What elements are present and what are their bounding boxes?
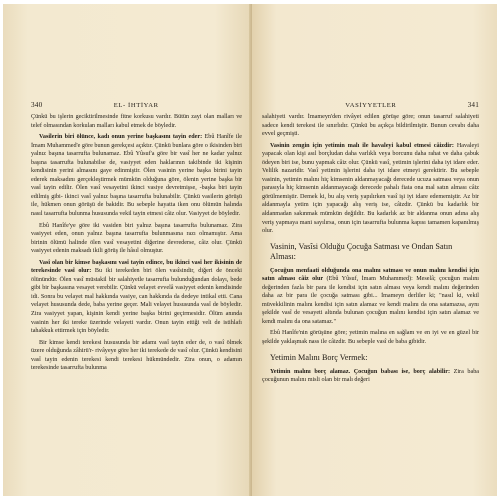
running-head: VASİYYETLER bbox=[345, 102, 397, 109]
right-page-body bbox=[262, 267, 479, 347]
open-book bbox=[3, 4, 497, 496]
paragraph bbox=[31, 133, 242, 218]
paragraph bbox=[31, 113, 242, 130]
bold-lead: Vasilerin biri ölünce, kadı onun yerine başkasını tayin eder: bbox=[39, 134, 203, 141]
paragraph-text: Ebû Hanîfe'nin görüşüne göre; yetimin malına en sağlam ve en iyi ve en güzel bir şekilde yaklaşmak nass ile câizdir. Bu sebeple vasî de baba gibidir. bbox=[262, 330, 479, 346]
paragraph bbox=[262, 267, 479, 327]
paragraph-text: Zira baba çocuğunun malını misli olan bir malı değeri bbox=[262, 368, 479, 384]
right-page-header bbox=[262, 101, 479, 109]
paragraph bbox=[262, 113, 479, 139]
section-heading: Yetimin Malını Borç Vermek: bbox=[270, 352, 368, 362]
left-page-body bbox=[31, 113, 242, 373]
left-page bbox=[3, 4, 252, 496]
paragraph-text: Ebû Hanîfe'ye göre iki vasiden biri yalnız başına tasarrufta bulunamaz. Zira vasiyyet eden, onun yalnız başına tasarrufta bulunmasına razı olmamıştır. Ama birinin ölümü halinde ölen vasî vesayetini diğerine devrederse, câiz olur. Çünkü vasiyyet edenin maksadı ikili görüş ile hâsıl olmuştur. bbox=[31, 222, 242, 255]
right-page bbox=[252, 4, 497, 496]
bold-lead: Vasî olan bir kimse başkasını vasî tayin edince, bu ikinci vasî her ikisinin de terekesinde vasî olur: bbox=[31, 259, 242, 275]
paragraph-text: Bu iki terekeden biri ölen vasîsindir, diğeri de önceki ölünündür. Ölen vasî müstakil bir salahiyetle tasarrufta bulunduğundan dolayı, bede gibi bir başkasına vesayet verebilir. Çünkü velayet evvelâ vasiyyet edenin kendisinde idi. Sonra bu velayet mal hakkında vasiye, can hakkında da dedeye intikal etti. Cana velayet hususunda dede, baba yerine geçer. Mali velayet hususunda vasî de böyledir. Zira vasiyyet yapan, kişinin kendi yerine başka birini geçirmesidir. Ölüm anında vasinin her iki tereke üzerinde velayeti vardır. Onun tayin ettiği veli de istihlafı tahakkuk ettirmek için böyledir. bbox=[31, 268, 242, 335]
paragraph bbox=[262, 329, 479, 346]
paragraph-text: salahiyeti vardır. İmameyn'den rivâyet edilen görüşe göre; onun tasarruf salahiyeti sadece kendi terekesi ile sınırlıdır. Çünkü bu açıkça bildirilmiştir. Bunun cevabı daha evvel geçmişti. bbox=[262, 114, 479, 138]
page-number: 341 bbox=[467, 101, 479, 109]
paragraph bbox=[31, 339, 242, 373]
paragraph-text: Havaleyi yapacak olan kişi asıl borçludan daha varlıklı veya borcunu daha rahat ve daha çabuk ödeyen biri ise, bunu yapmak câiz olur. Çünkü vasî, yetimin işlerini daha iyi idare eder. Velilik nazaridir. Vasî yetimin işlerini daha iyi idare etmeyi gerektirir. Bu sebeple vasinin, yetimin malını hiç kimsenin aldanmayacağı derecede ucuza satması veya onun parasıyla hiç kimsenin aldanmayacağı derecede pahalı fiata ona mal satın alması câiz görülmemiştir. Demek ki, bu alış veriş yapılırken vasî işi iyi idare edememiştir. Az bir aldanmayla yetim için yapacağı alış veriş ise, câizdir. Çünkü bu kadarlık bir aldanmadan sakınmak mümkün değildir. Bu kadarlık az bir aldanma onun adına alış veriş yapmaya mani sayılırsa, onun için tasarrufta bulunma kapısı tamamen kapanılmış olur. bbox=[262, 142, 479, 235]
left-page-header bbox=[31, 101, 242, 109]
bold-lead: Yetimin malını borç alamaz. Çocuğun babası ise, borç alabilir: bbox=[270, 368, 451, 375]
running-head: EL- İHTİYAR bbox=[113, 102, 159, 109]
bold-lead: Çocuğun menfaati olduğunda ona malını satması ve onun malını kendisi için satın alması câiz olur bbox=[262, 267, 479, 283]
bold-lead: Vasinin zengin için yetimin malı ile havaleyi kabul etmesi câizdir: bbox=[270, 142, 454, 149]
paragraph bbox=[31, 222, 242, 256]
page-number: 340 bbox=[31, 101, 43, 109]
section-heading: Vasinin, Vasîsi Olduğu Çocuğa Satması ve Ondan Satın Alması: bbox=[270, 241, 453, 261]
paragraph-text: (Ebû Yûsuf, İmam Muhammed): Meselâ; çocuğun malını değerinden fazla bir para ile kendisi için satın alması veya kendi malını değerinden daha az bir para ile çocuğa satması gibi... İmameyn derliler ki; "nasıl ki, vekil müvekkilinin malını kendisi için satın alamaz ve kendi malını da ona satamazsa, aynı şekilde vasî de vesayeti altında bulunan çocuğun malını kendisi için satın alamaz ve kendi malını da ona satamaz." bbox=[262, 276, 480, 325]
paragraph-text: Bir kimse kendi terekesi hususunda bir adamı vasî tayin eder de, o vasî ölmek üzere olduğunda zâhirü'r- rivâyeye göre her iki terekede de vasî olur. Çünkü kendisini vasî tayin edenin terekesi kendi terekesi hükmündedir. Zira onun, o adamın terekesinde tasarrufta bulunma bbox=[31, 339, 242, 372]
right-page-body bbox=[262, 113, 479, 236]
paragraph-text: Çünkü bu işlerin geciktirilmesinde fitne korkusu vardır. Bütün zayi olan malları ve telef olmasından korkulan malları kabul etmek de böyledir. bbox=[31, 114, 242, 129]
paragraph-text: Ebû Hanîfe ile İmam Muhammed'e göre bunun gerekçesi açıktır. Çünkü bunlara göre o ikisinden biri yalnız başına tasarrufta bulunamaz. Ebû Yûsuf'a göre bir vasî her ne kadar yalnız başına tasarrufta bulunabilse de, vasiyyet eden haklarının takibinde iki kişinin kendisinin yerini almasını gaye edinmiştir. Ölen vasinin yerine başka birini tayin ederek maksadını gerçekleştirmek mümkün olduğuna göre, ölenin yerine başka bir vasî tayin edilir. Ölen vasî vesayetini ikinci vasiye devretmişse, -başka biri tayin edilmiş gibi- ikinci vasî yalnız başına tasarrufta bulunabilir. Çünkü vasilerin görüşü ile, hükmen onun görüşü de bakidir. Bu sebeple hayatta iken onu ölümün halında nasıl tasarrufta bulunma hususunda vekil tayin etmesi câiz olur. Vasiyyet de böyledir. bbox=[31, 134, 242, 218]
paragraph bbox=[262, 368, 479, 385]
paragraph bbox=[262, 142, 479, 236]
paragraph bbox=[31, 259, 242, 336]
right-page-body bbox=[262, 368, 479, 385]
